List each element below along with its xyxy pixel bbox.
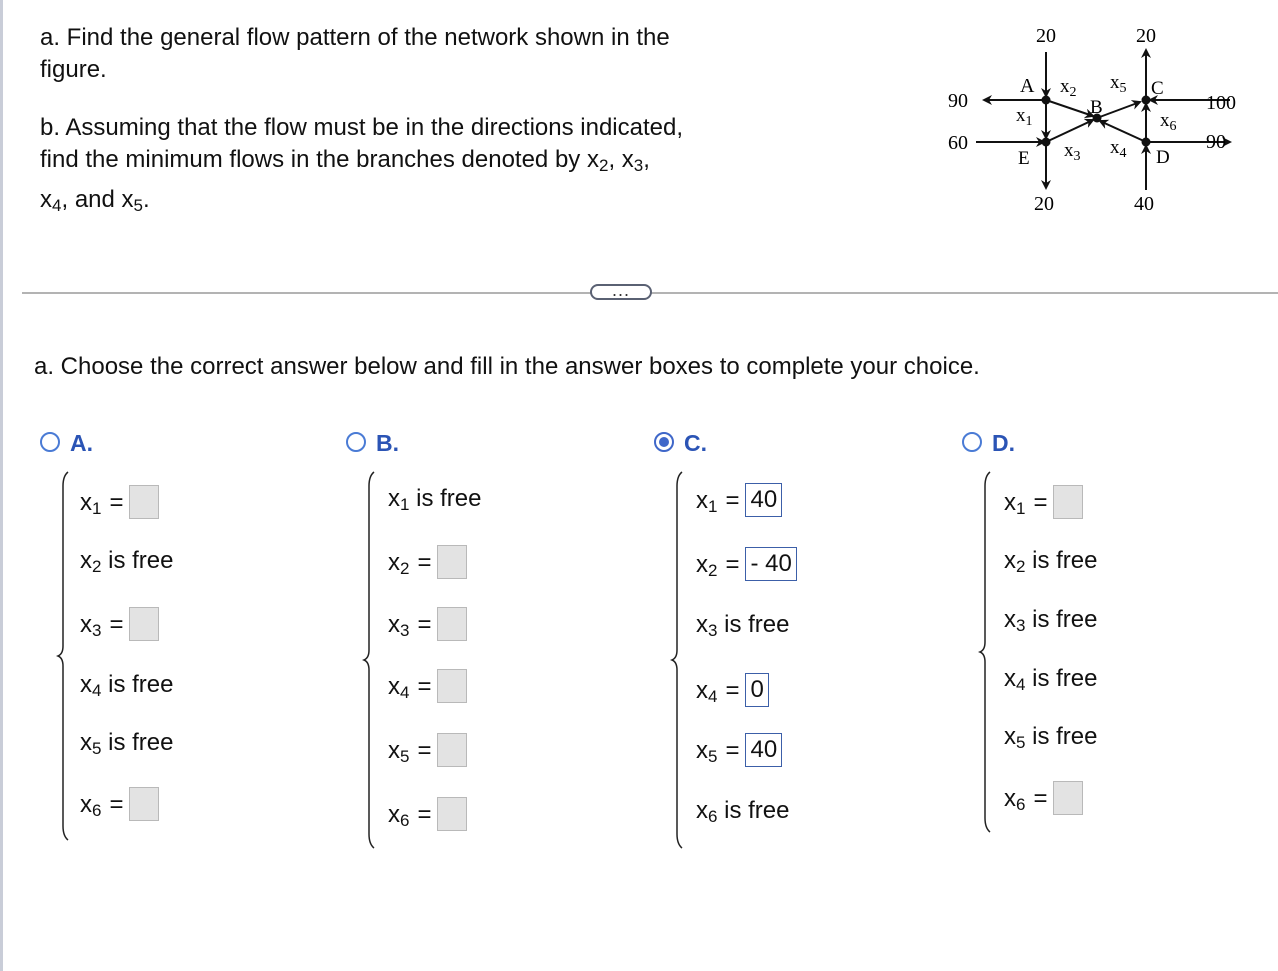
svg-text:40: 40	[1134, 193, 1154, 215]
option-d-x6: $x_6$ =	[1004, 784, 1083, 815]
svg-text:x4: $x_4$	[1110, 137, 1127, 161]
option-d-x1-input[interactable]	[1053, 485, 1083, 519]
option-a-x1-input[interactable]	[129, 485, 159, 519]
option-c-x4: $x_4 = 0$	[696, 676, 769, 707]
option-a-x3: $x_3$ =	[80, 610, 159, 641]
option-b-radio[interactable]	[346, 432, 366, 452]
option-d-label: D.	[992, 430, 1015, 456]
svg-text:x3: $x_3$	[1064, 140, 1081, 164]
option-b-label: B.	[376, 430, 399, 456]
option-c-x2-input[interactable]: - 40	[745, 547, 796, 581]
option-c-label: C.	[684, 430, 707, 456]
instruction-text: a. Choose the correct answer below and fill in the answer boxes to complete your choice.	[34, 353, 980, 380]
option-a-x6-input[interactable]	[129, 787, 159, 821]
option-c-x6: $x_6$ is free	[696, 797, 790, 826]
option-c-x5: $x_5 = 40$	[696, 736, 782, 767]
svg-text:100: 100	[1206, 92, 1236, 114]
svg-text:D: D	[1156, 147, 1170, 168]
option-a-x3-input[interactable]	[129, 607, 159, 641]
option-b-x3-input[interactable]	[437, 607, 467, 641]
svg-text:90: 90	[948, 90, 968, 112]
option-b-x6: $x_6$ =	[388, 800, 467, 831]
option-c-x1: $x_1 = 40$	[696, 486, 782, 517]
option-b-x1: $x_1$ is free	[388, 485, 482, 514]
svg-text:x6: $x_6$	[1160, 110, 1177, 134]
option-b-x6-input[interactable]	[437, 797, 467, 831]
option-c-radio[interactable]	[654, 432, 674, 452]
option-b-x5-input[interactable]	[437, 733, 467, 767]
svg-text:E: E	[1018, 148, 1030, 169]
option-d-radio[interactable]	[962, 432, 982, 452]
option-b-x5: $x_5$ =	[388, 736, 467, 767]
svg-text:C: C	[1151, 78, 1164, 99]
svg-text:60: 60	[948, 132, 968, 154]
svg-text:20: 20	[1034, 193, 1054, 215]
option-b-brace	[362, 470, 378, 850]
option-a-label: A.	[70, 430, 93, 456]
option-c-x5-input[interactable]: 40	[745, 733, 782, 767]
option-d-x6-input[interactable]	[1053, 781, 1083, 815]
svg-text:x1: $x_1$	[1016, 105, 1033, 129]
svg-text:20: 20	[1136, 25, 1156, 47]
option-c-x2: $x_2$ = - 40	[696, 550, 797, 581]
option-d-x3: $x_3$ is free	[1004, 606, 1098, 635]
show-more-button[interactable]: ...	[590, 284, 652, 300]
option-c-x1-input[interactable]: 40	[745, 483, 782, 517]
option-b-x2: $x_2$ =	[388, 548, 467, 579]
svg-text:x5: $x_5$	[1110, 72, 1127, 96]
option-a-x5: $x_5$ is free	[80, 729, 174, 758]
svg-text:90: 90	[1206, 131, 1226, 153]
option-b-x2-input[interactable]	[437, 545, 467, 579]
option-b-x3: $x_3$ =	[388, 610, 467, 641]
option-d-x5: $x_5$ is free	[1004, 723, 1098, 752]
option-d-x4: $x_4$ is free	[1004, 665, 1098, 694]
option-d-x2: $x_2$ is free	[1004, 547, 1098, 576]
option-a-x1: $x_1$ =	[80, 488, 159, 519]
option-b-x4: $x_4$ =	[388, 672, 467, 703]
network-figure	[940, 20, 1260, 230]
option-d-x1: $x_1$ =	[1004, 488, 1083, 519]
option-a-x6: $x_6$ =	[80, 790, 159, 821]
question-part-b: b. Assuming that the flow must be in the directions indicated, find the minimum flows in the branches denoted by $x_2$, $x_3$, $x_4$, and $x_5$.	[40, 114, 684, 215]
svg-text:x2: $x_2$	[1060, 76, 1077, 100]
svg-text:20: 20	[1036, 25, 1056, 47]
option-a-x2: $x_2$ is free	[80, 547, 174, 576]
option-a-radio[interactable]	[40, 432, 60, 452]
option-a-x4: $x_4$ is free	[80, 671, 174, 700]
question-part-a: a. Find the general flow pattern of the network shown in the figure.	[40, 24, 670, 83]
svg-text:A: A	[1020, 75, 1035, 97]
option-b-x4-input[interactable]	[437, 669, 467, 703]
option-c-x3: $x_3$ is free	[696, 611, 790, 640]
left-border	[0, 0, 3, 971]
option-c-brace	[670, 470, 686, 850]
option-c-x4-input[interactable]: 0	[745, 673, 768, 707]
svg-text:B: B	[1090, 97, 1103, 118]
option-a-brace	[56, 470, 72, 842]
option-d-brace	[978, 470, 994, 834]
